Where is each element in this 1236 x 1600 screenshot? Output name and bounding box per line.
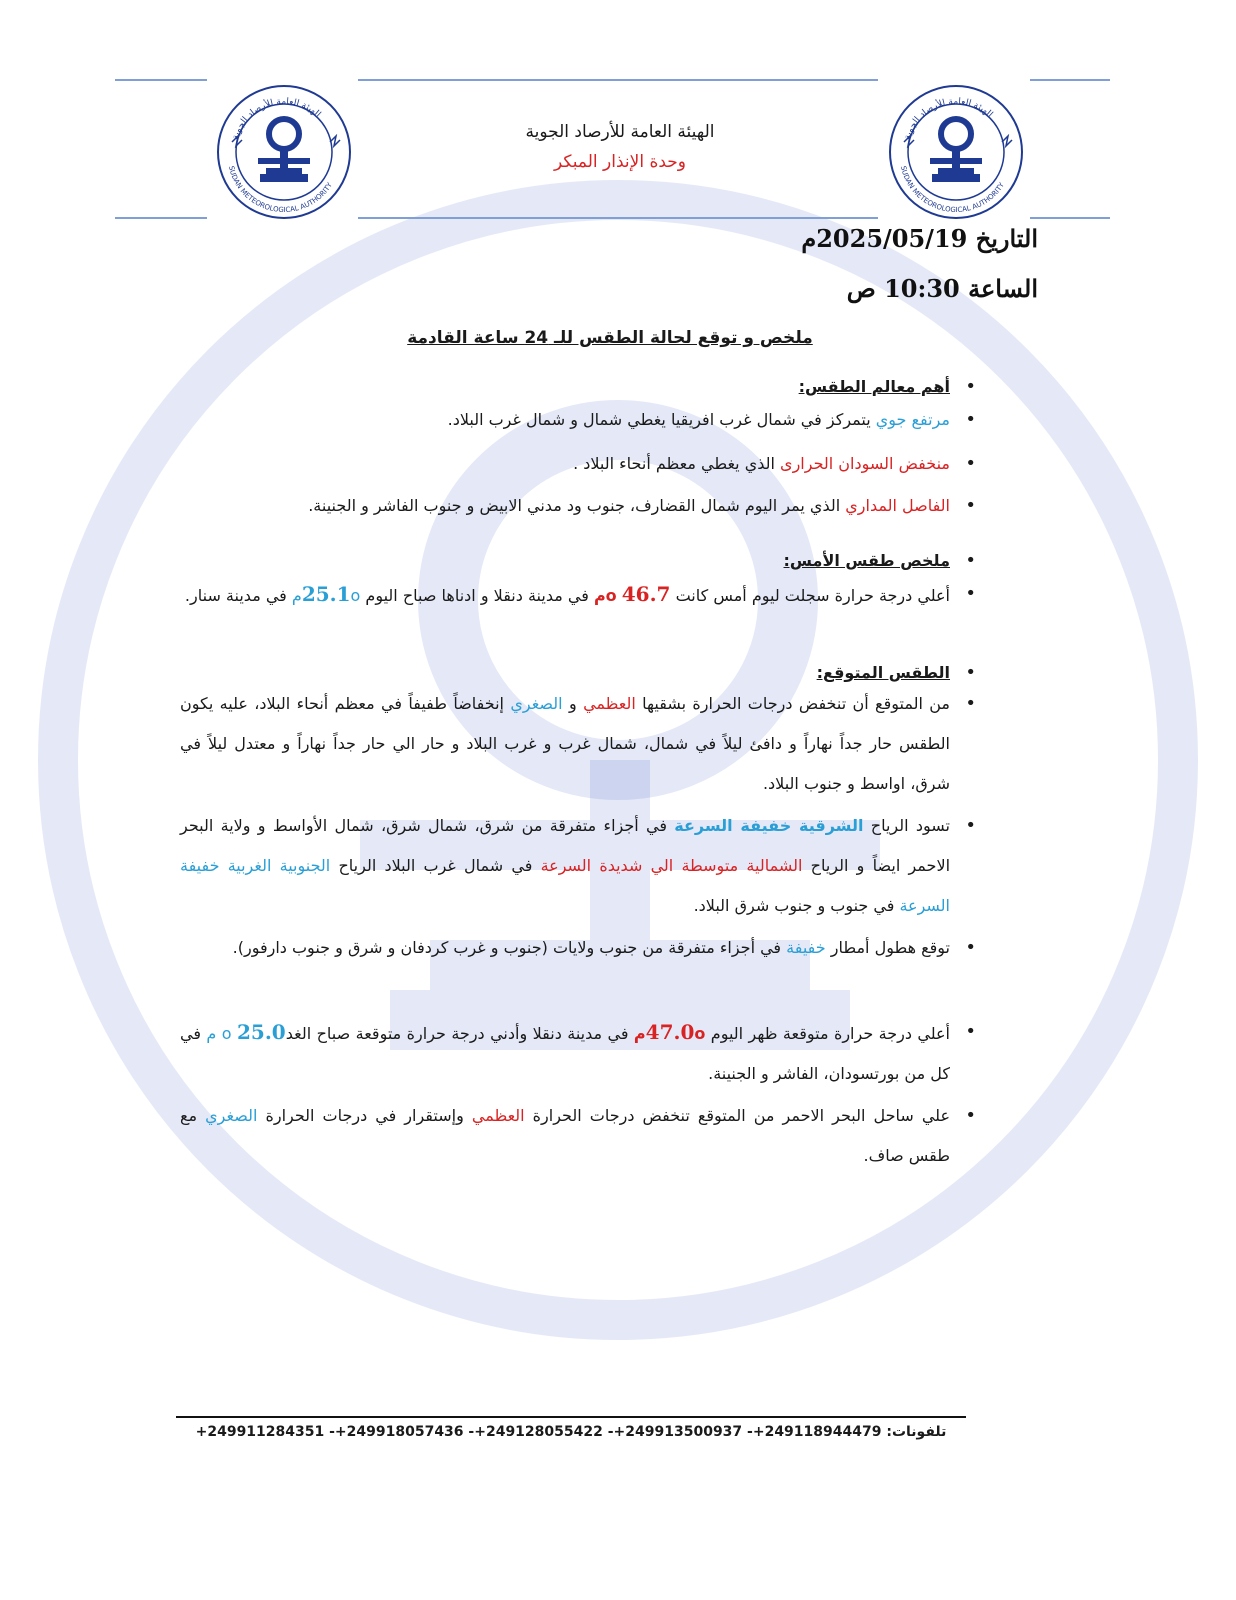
forecast-temps-text-1: من المتوقع أن تنخفض درجات الحرارة بشقيها [635, 694, 950, 713]
expected-min-value: 25.0 [237, 1020, 286, 1044]
feature-term: مرتفع جوي [875, 410, 950, 429]
red-sea-text-2: وإستقرار في درجات الحرارة [257, 1106, 472, 1125]
unit-name: وحدة الإنذار المبكر [554, 152, 686, 172]
yesterday-heading-text: ملخص طقس الأمس: [783, 551, 950, 570]
feature-text: الذي يمر اليوم شمال القضارف، جنوب ود مدني الابيض و جنوب الفاشر و الجنينة. [308, 496, 846, 515]
left-logo-arabic-text: الهيئة العامة للأرصاد الجوية [230, 96, 323, 141]
rain-text-2: في أجزاء متفرقة من جنوب ولايات (جنوب و غرب كردفان و شرق و جنوب دارفور). [232, 938, 787, 957]
feature-item [180, 444, 970, 484]
date-label: التاريخ [975, 224, 1038, 253]
yesterday-heading [180, 544, 970, 578]
yesterday-max-unit: oم [593, 586, 617, 605]
time-label: الساعة [968, 274, 1038, 303]
red-sea-text-3: مع طقس صاف. [180, 1106, 950, 1165]
expected-temps-text-3: في كل من بورتسودان، الفاشر و الجنينة. [180, 1024, 950, 1083]
forecast-winds [180, 806, 970, 926]
winds-text-4: في جنوب و جنوب شرق البلاد. [693, 896, 900, 915]
date-line [801, 224, 1038, 253]
time-line [847, 274, 1038, 303]
yesterday-min-value: 25.1 [301, 582, 351, 606]
expected-max-unit: oم [633, 1024, 706, 1043]
right-logo-arabic-text: الهيئة العامة للأرصاد الجوية [902, 96, 995, 141]
feature-term: منخفض السودان الحرارى [780, 454, 950, 473]
org-name: الهيئة العامة للأرصاد الجوية [525, 122, 715, 142]
document-title: ملخص و توقع لحالة الطقس للـ 24 ساعة القادمة [407, 328, 813, 348]
expected-min-unit: o م [206, 1024, 232, 1043]
left-authority-logo [214, 82, 354, 222]
expected-temps-text-2: في مدينة دنقلا وأدني درجة حرارة متوقعة صباح الغد [285, 1024, 634, 1043]
red-sea-max: العظمي [471, 1106, 525, 1125]
footer-label: تلفونات: [886, 1424, 947, 1440]
red-sea-forecast [180, 1096, 970, 1176]
right-authority-logo [886, 82, 1026, 222]
expected-temps [180, 1012, 970, 1094]
red-sea-text-1: علي ساحل البحر الاحمر من المتوقع تنخفض درجات الحرارة [524, 1106, 951, 1125]
yesterday-text-3: في مدينة سنار. [184, 586, 292, 605]
forecast-temps [180, 684, 970, 804]
expected-temps-text-1: أعلي درجة حرارة متوقعة ظهر اليوم [705, 1024, 951, 1043]
forecast-temps-text-2: إنخفاضاً طفيفاً في معظم أنحاء البلاد، عليه يكون الطقس حار جداً نهاراً و دافئ ليلاً في شمال، شمال غرب و غرب البلاد و حار الي حار جداً نهاراً و معتدل ليلاً في شرق، اواسط و جنوب البلاد. [180, 694, 950, 793]
features-heading [180, 370, 970, 404]
forecast-temps-max: العظمي [583, 694, 636, 713]
yesterday-text-1: أعلي درجة حرارة سجلت ليوم أمس كانت [670, 586, 950, 605]
feature-term: الفاصل المداري [845, 496, 950, 515]
winds-text-3: في شمال غرب البلاد الرياح [330, 856, 541, 875]
rain-light: خفيفة [786, 938, 826, 957]
feature-item [180, 486, 970, 526]
yesterday-text-2: في مدينة دنقلا و ادناها صباح اليوم [360, 586, 594, 605]
forecast-temps-and: و [562, 694, 584, 713]
footer-phone-numbers: +249911284351 -+249918057436 -+249128055422 -+249913500937 -+249118944479 [195, 1424, 882, 1440]
right-logo-english-text: SUDAN METEOROLOGICAL AUTHORITY [898, 165, 1006, 215]
winds-easterly: الشرقية خفيفة السرعة [674, 816, 864, 835]
date-value: 2025/05/19م [801, 224, 968, 253]
time-value: 10:30 ص [846, 274, 960, 303]
yesterday-min-unit: oم [291, 586, 361, 605]
red-sea-min: الصغري [205, 1106, 258, 1125]
feature-text: الذي يغطي معظم أنحاء البلاد . [573, 454, 781, 473]
rain-text-1: توقع هطول أمطار [825, 938, 950, 957]
winds-northerly: الشمالية متوسطة الي شديدة السرعة [540, 856, 803, 875]
yesterday-max-value: 46.7 [621, 582, 671, 606]
features-heading-text: أهم معالم الطقس: [798, 377, 950, 396]
forecast-temps-min: الصغري [510, 694, 563, 713]
winds-southwesterly: الجنوبية الغربية خفيفة السرعة [180, 856, 950, 915]
left-logo-english-text: SUDAN METEOROLOGICAL AUTHORITY [226, 165, 334, 215]
yesterday-summary [180, 574, 970, 616]
feature-text: يتمركز في شمال غرب افريقيا يغطي شمال و شمال غرب البلاد. [447, 410, 876, 429]
forecast-rain [180, 928, 970, 968]
footer-divider [176, 1416, 966, 1418]
expected-max-value: 47.0 [645, 1020, 695, 1044]
footer-phones [176, 1424, 966, 1440]
winds-text-2: في أجزاء متفرقة من شرق، شمال شرق، شمال الأواسط و ولاية البحر الاحمر ايضاً و الرياح [180, 816, 951, 875]
winds-text-1: تسود الرياح [863, 816, 951, 835]
forecast-heading-text: الطقس المتوقع: [816, 663, 950, 682]
feature-item [180, 400, 970, 440]
